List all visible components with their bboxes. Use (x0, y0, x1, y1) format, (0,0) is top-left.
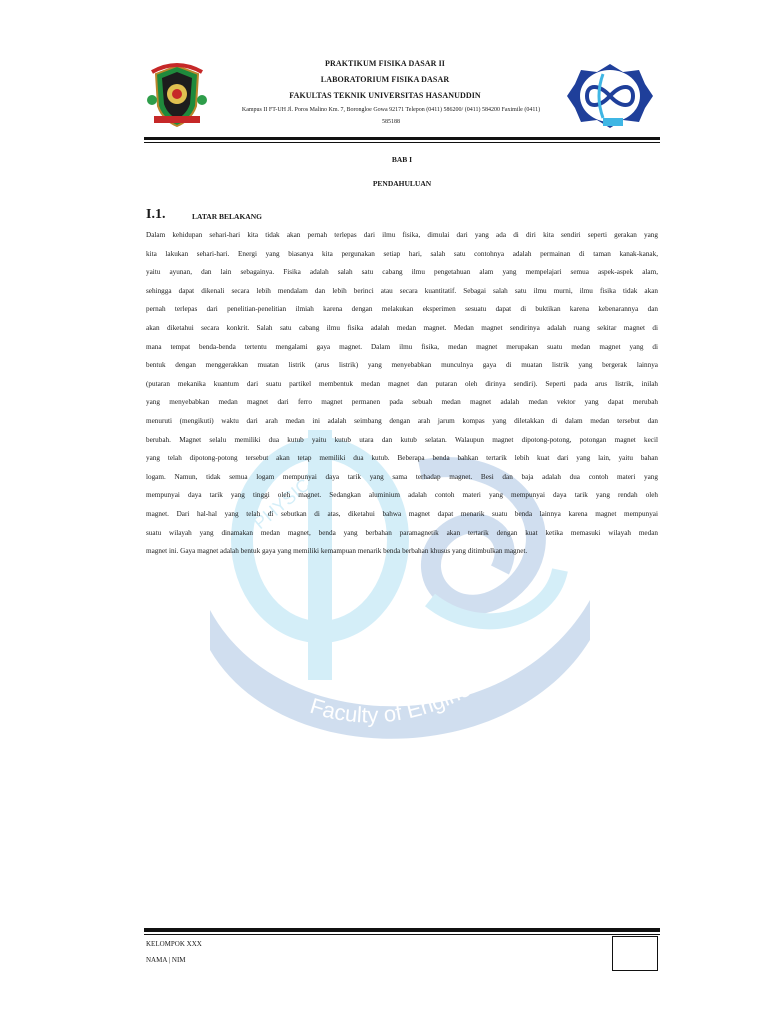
body-line: yang telah dipotong-potong tersebut akan tetap memiliki dua kutub. Beberapa benda bahkan tertarik lebih kuat dari yang lain, yaitu bahan (146, 454, 658, 463)
body-line: magnet. Dari hal-hal yang telah di sebutkan di atas, diketahui bahwa magnet dapat menarik suatu benda lainnya karena magnet mempunyai (146, 509, 658, 518)
chapter-title: PENDAHULUAN (372, 179, 432, 188)
header-address (218, 104, 564, 128)
body-line: menuruti (mengikuti) waktu dari arah medan ini adalah seimbang dengan arah jarum kompas yang diletakkan di dalam medan tersebut dan (146, 416, 658, 425)
footer-group: KELOMPOK XXX (146, 940, 202, 948)
body-line: berubah. Magnet selalu memiliki dua kutub yaitu kutub utara dan kutub selatan. Walaupun magnet dipotong-potong, potongan magnet kecil (146, 435, 658, 444)
header-lab-name: LABORATORIUM FISIKA DASAR (320, 75, 450, 84)
header-divider-thin (144, 142, 660, 143)
body-line: magnet ini. Gaya magnet adalah bentuk gaya yang memiliki kemampuan menarik benda berbahan khusus yang ditimbulkan magnet. (146, 547, 528, 556)
university-crest-icon (146, 60, 208, 130)
body-line: akan diketahui secara konkrit. Salah satu cabang ilmu fisika adalah medan magnet. Medan magnet sendirinya adalah ruang sekitar magnet di (146, 323, 658, 332)
section-title: LATAR BELAKANG (192, 212, 262, 221)
watermark-text: Faculty of Engineering (307, 650, 516, 728)
body-line: mana tempat benda-benda tertentu mengalami gaya magnet. Dalam ilmu fisika, medan magnet merupakan suatu medan magnet yang di (146, 342, 658, 351)
header-address-line-2: 585188 (382, 119, 400, 125)
header-address-line-1: Kampus II FT-UH Jl. Poros Malino Km. 7, Borongloe Gowa 92171 Telepon (0411) 586200/ (0411) 584200 Faximile (0411) (241, 107, 541, 113)
body-line: (putaran mekanika kuantum dari suatu partikel membentuk medan magnet dan putaran oleh dirinya sendiri). Seperti pada arus listrik, inilah (146, 379, 658, 388)
body-line: sehingga dapat dikenali secara lebih mendalam dan lebih berinci atau secara kuantitatif. Sebagai salah satu ilmu murni, ilmu fisika tidak akan (146, 286, 658, 295)
body-line: mempunyai daya tarik yang tinggi oleh magnet. Sedangkan aluminium adalah contoh materi yang mempunyai daya tarik yang rendah oleh (146, 491, 658, 500)
header-course-title: PRAKTIKUM FISIKA DASAR II (324, 59, 446, 68)
body-line: kita lakukan sehari-hari. Energi yang biasanya kita pergunakan setiap hari, salah satu contohnya adalah permainan di taman kanak-kanak, (146, 249, 658, 258)
body-line: pernah terlepas dari penelitian-penelitian ilmiah karena dengan melakukan eksperimen sesuatu dapat di buktikan karena kebenarannya dan (146, 305, 658, 314)
chapter-label: BAB I (391, 155, 413, 164)
footer-name-nim: NAMA | NIM (146, 956, 186, 964)
body-line: logam. Namun, tidak semua logam mempunyai daya tarik yang sama terhadap magnet. Besi dan baja adalah dua contoh materi yang (146, 472, 658, 481)
section-number: I.1. (146, 207, 166, 222)
body-line: yaitu ayunan, dan lain sebagainya. Fisika adalah salah satu cabang ilmu pengetahuan alam yang mempelajari semua aspek-aspek alam, (146, 268, 658, 277)
body-line: Dalam kehidupan sehari-hari kita tidak akan pernah terlepas dari ilmu fisika, dimulai dari yang ada di diri kita sendiri seperti gerakan yang (146, 231, 658, 239)
body-paragraph (146, 226, 658, 561)
header-divider-thick (144, 137, 660, 140)
page-number-box (612, 936, 658, 971)
footer-divider-thick (144, 928, 660, 932)
header-faculty-name: FAKULTAS TEKNIK UNIVERSITAS HASANUDDIN (289, 91, 481, 100)
svg-text:PHYSICS: PHYSICS (249, 466, 324, 534)
physics-lab-emblem-icon (565, 60, 655, 132)
body-line: suatu wilayah yang dinamakan medan magnet, benda yang berbahan paramagnetik akan tertarik dengan kuat ketika memasuki wilayah medan (146, 528, 658, 537)
body-line: bentuk dengan menggerakkan muatan listrik (arus listrik) yang menyebabkan munculnya gaya di muatan listrik yang bergerak lainnya (146, 361, 658, 370)
body-line: yang menyebabkan medan magnet dari ferro magnet permanen pada sebuah medan magnet adalah medan vektor yang dapat merubah (146, 398, 658, 407)
footer-divider-thin (144, 934, 660, 935)
